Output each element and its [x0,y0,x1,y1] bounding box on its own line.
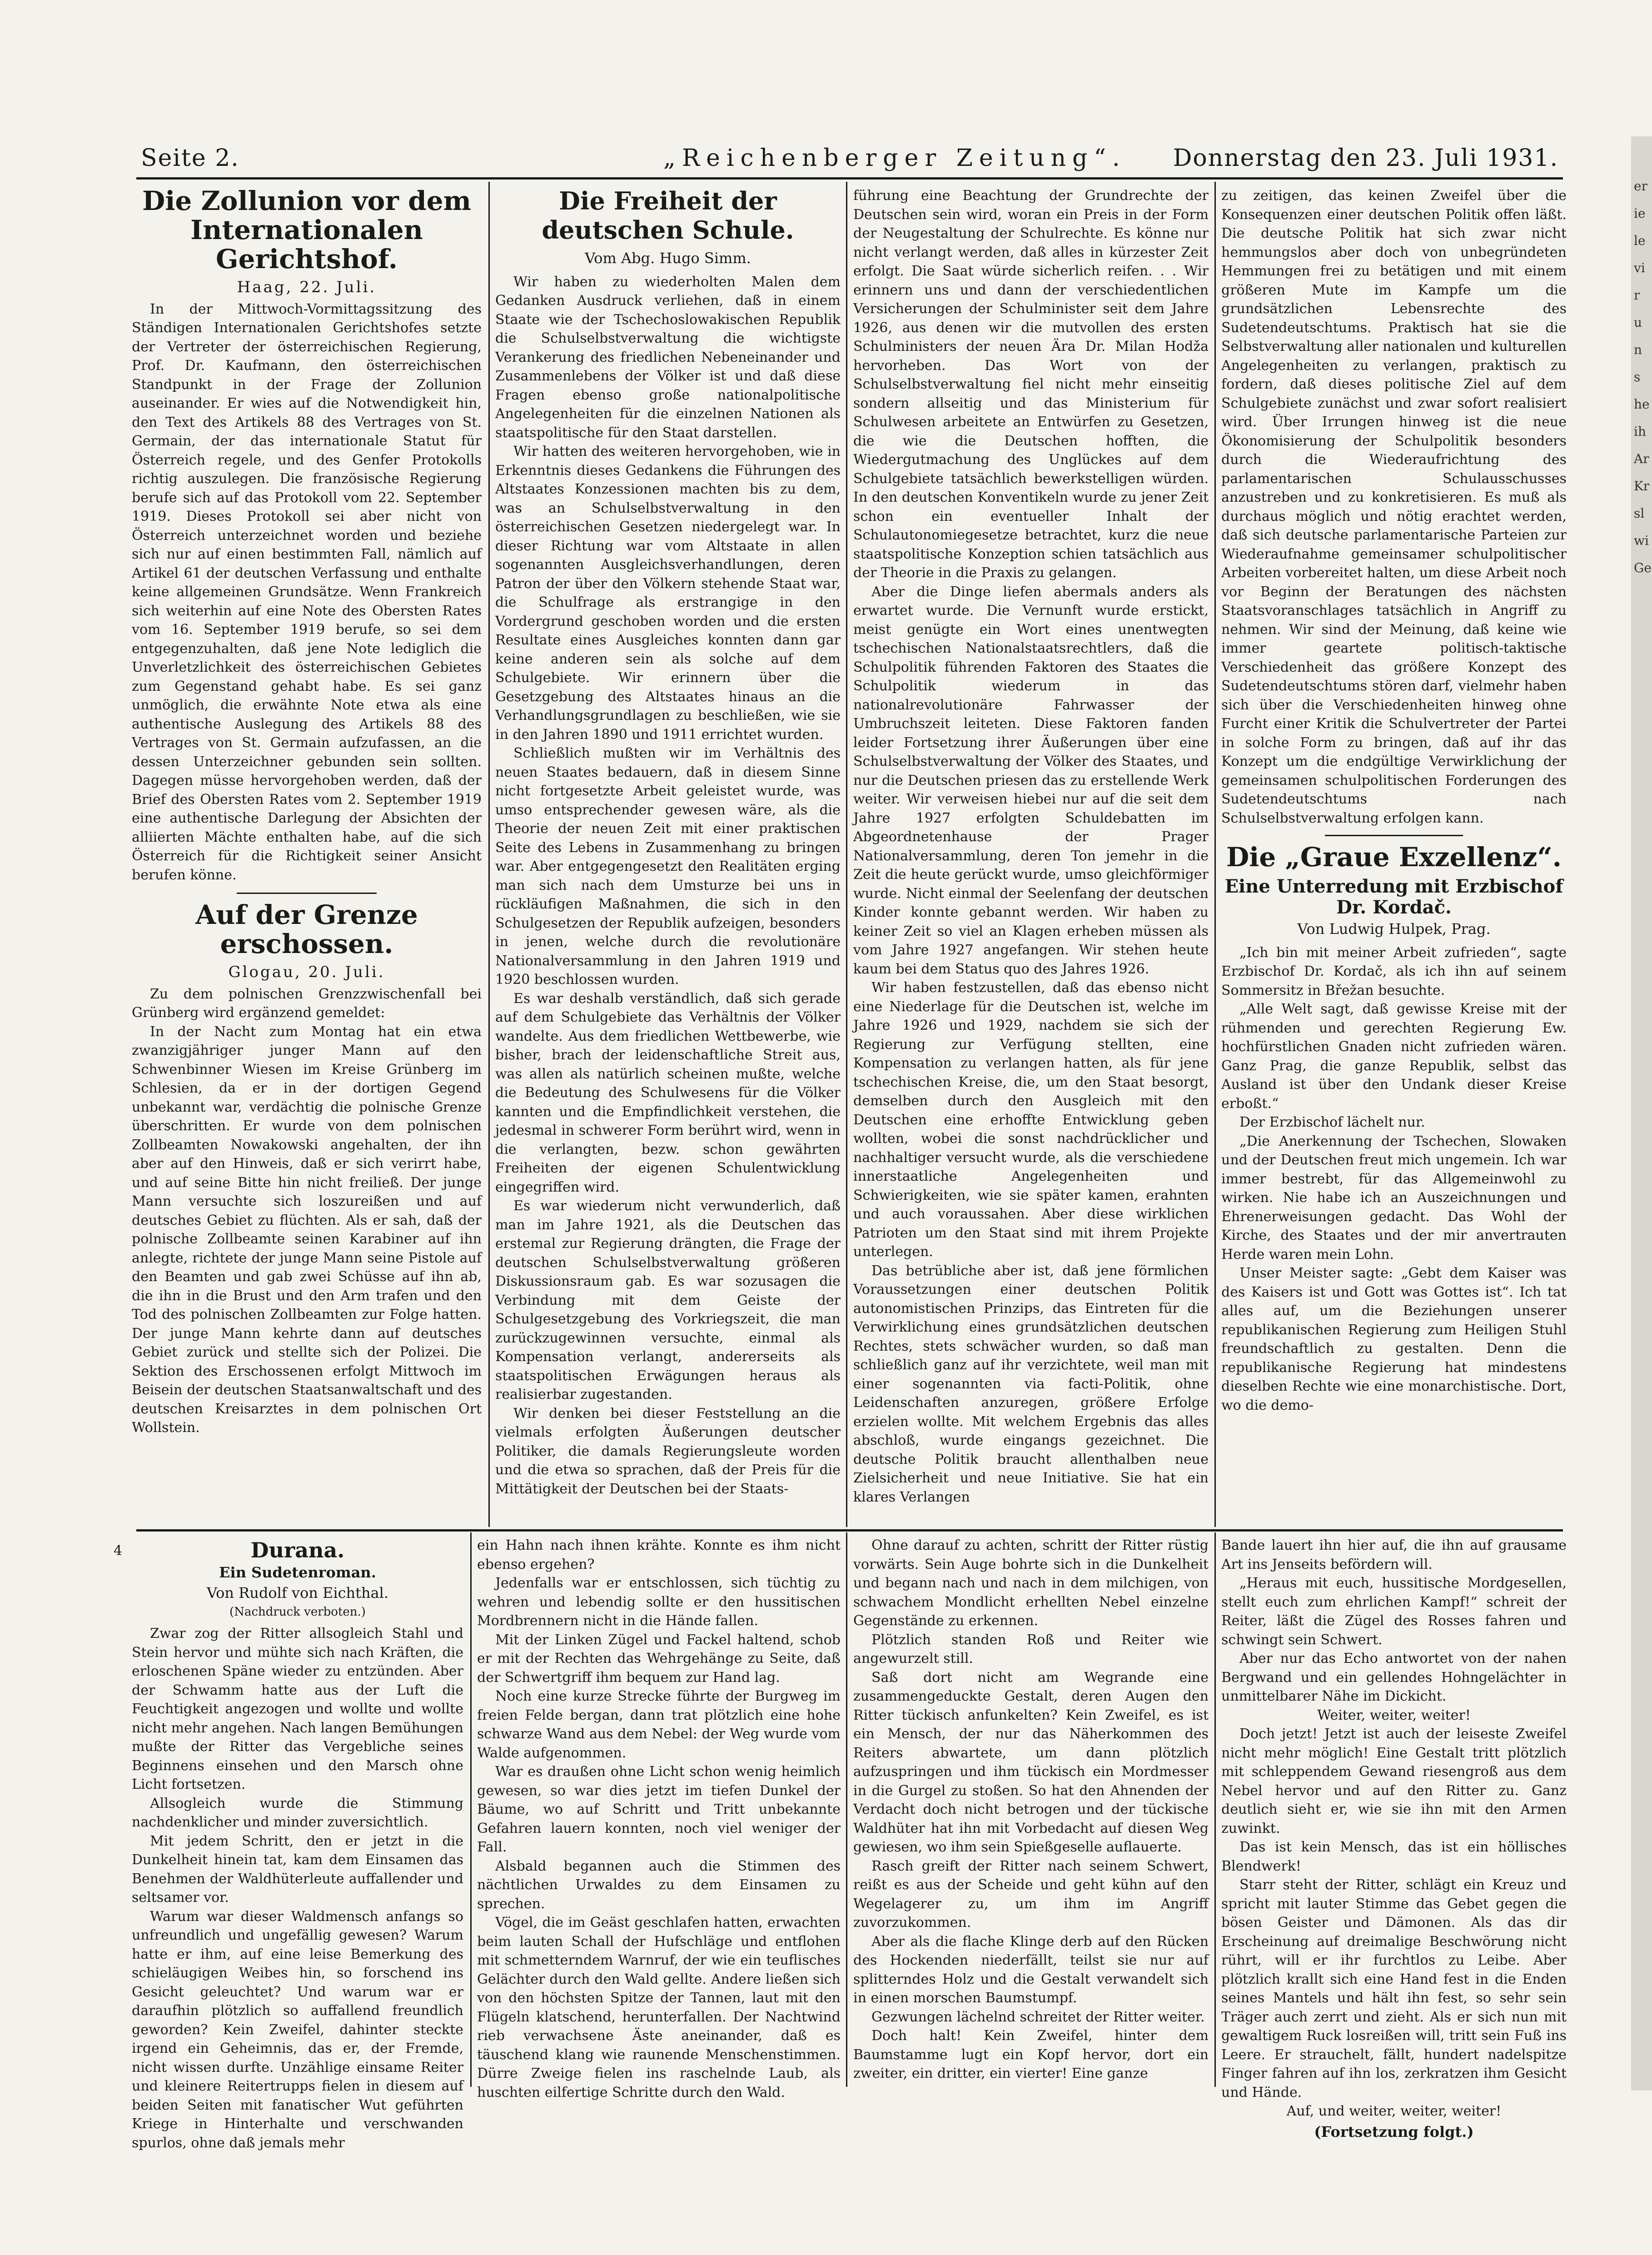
serial-paragraph: Jedenfalls war er entschlossen, sich tüchtig zu wehren und lebendig sollte er den hussitischen Mordbrennern nicht in die Hände fallen. [477,1575,841,1629]
serial-column-3 [853,1536,1209,2088]
article-paragraph: Wir hatten des weiteren hervorgehoben, wie in Erkenntnis dieses Gedankens die Führungen des Altstaates Konzessionen machten bis zu dem, was an Schulselbstverwaltung in den österreichischen Gesetzen niedergelegt war. In dieser Richtung war vom Altstaate in allen sogenannten Ausgleichsverhandlungen, deren Patron der über den Völkern stehende Staat war, die Schulfrage als erstrangige in den Vordergrund geschoben worden und die ersten Resultate eines Ausgleiches konnten dann gar keine anderen sein als solche auf dem Schulgebiete. Wir erinnern über die Gesetzgebung des Altstaates hinaus an die Verhandlungsgrundlagen zu beschließen, wie sie in den Jahren 1890 und 1911 errichtet wurden. [495,444,841,743]
headline-freiheit-schule: Die Freiheit der deutschen Schule. [542,186,794,244]
headline-graue-exzellenz: Die „Graue Exzellenz“. [1226,842,1562,873]
column-divider [488,182,490,1527]
serial-paragraph: Plötzlich standen Roß und Reiter wie angewurzelt still. [853,1631,1209,1666]
serial-paragraph: Weiter, weiter, weiter! [1317,1707,1471,1723]
serial-paragraph: Das ist kein Mensch, das ist ein höllisches Blendwerk! [1221,1839,1567,1874]
serial-column-1 [132,1538,463,2151]
masthead [141,145,1558,176]
column-divider [1214,182,1216,1527]
article-paragraph: Der Erzbischof lächelt nur. [1239,1114,1425,1130]
section-rule [136,1529,1563,1532]
column-4 [1221,186,1567,1527]
serial-title: Durana. [250,1538,345,1562]
column-divider [846,1532,847,2087]
byline-simm: Vom Abg. Hugo Simm. [585,249,751,267]
serial-paragraph: Saß dort nicht am Wegrande eine zusammengeduckte Gestalt, deren Augen den Ritter tückisch anfunkelten? Kein Zweifel, es ist ein Mensch, der nur das Näherkommen des Reiters abwartete, um dann plötzlich aufzuspringen und ihm tückisch ein Mordmesser in die Gurgel zu stoßen. So hat den Ahnenden der Verdacht doch nicht betrogen und der tückische Waldhüter hat ihn mit Vorbedacht auf diesen Weg gewiesen, wo ihm sein Spießgeselle auflauerte. [853,1669,1209,1855]
serial-continued-note: (Fortsetzung folgt.) [1314,2123,1474,2140]
article-paragraph: „Die Anerkennung der Tschechen, Slowaken und der Deutschen freut mich ungemein. Ich war immer bestrebt, für das Allgemeinwohl zu wirken. Nie habe ich an Auszeichnungen und Ehrenerweisungen gedacht. Das Wohl der Kirche, des Staates und der mir anvertrauten Herde waren mein Lohn. [1221,1133,1567,1262]
masthead-rule [136,177,1563,180]
serial-installment-marker: 4 [114,1543,123,1559]
serial-paragraph: Zwar zog der Ritter allsogleich Stahl und Stein hervor und mühte sich nach Kräften, die erloschenen Späne wieder zu entzünden. Aber der Schwamm hatte aus der Luft die Feuchtigkeit angezogen und wollte und wollte nicht mehr angehen. Nach langen Bemühungen mußte der Ritter das Vergebliche seines Beginnens einsehen und den Marsch ohne Licht fortsetzen. [132,1626,463,1792]
column-divider [470,1532,472,2087]
article-paragraph: Schließlich mußten wir im Verhältnis des neuen Staates bedauern, daß in diesem Sinne nicht fortgesetzte Arbeit geleistet wurde, was umso entsprechender gewesen wäre, als die Theorie der neuen Zeit mit einer praktischen Seite des Lebens in Zusammenhang zu bringen war. Aber entgegengesetzt den Realitäten erging man sich nach dem Umsturze bei uns in rückläufigen Maßnahmen, die sich in den Schulgesetzen der Republik aufzeigen, besonders in jenen, welche durch die revolutionäre Nationalversammlung in den Jahren 1919 und 1920 beschlossen wurden. [495,745,841,988]
dateline-haag: Haag, 22. Juli. [237,278,377,296]
article-paragraph: Zu dem polnischen Grenzzwischenfall bei Grünberg wird ergänzend gemeldet: [132,986,482,1021]
newspaper-title: „Reichenberger Zeitung“. [663,145,1126,172]
article-paragraph: Wir haben festzustellen, daß das ebenso nicht eine Niederlage für die Deutschen ist, welche im Jahre 1926 und 1929, nachdem sie sich der Regierung zur Verfügung stellten, eine Kompensation zu verlangen hatten, als für jene tschechischen Kreise, die, um den Staat besorgt, demselben durch den Ausgleich mit den Deutschen eine erhoffte Entwicklung geben wollten, wobei die sonst nachdrücklicher und nachhaltiger versucht wurde, als die verschiedene innerstaatliche Angelegenheiten und Schwierigkeiten, wie sie später kamen, erahnten und auch voraussahen. Aber diese wirklichen Patrioten um den Staat sind mit ihrem Projekte unterlegen. [853,980,1209,1260]
column-divider [846,182,847,1527]
serial-column-2 [477,1536,841,2100]
serial-paragraph: Doch jetzt! Jetzt ist auch der leiseste Zweifel nicht mehr möglich! Eine Gestalt tritt plötzlich mit schleppendem Gewand riesengroß aus dem Nebel hervor und auf den Ritter zu. Ganz deutlich sieht er, wie sie ihn mit den Armen zuwinkt. [1221,1726,1567,1836]
column-divider [1214,1532,1216,2087]
headline-zollunion: Die Zollunion vor dem Internationalen Gerichtshof. [142,185,471,274]
article-paragraph: Wir denken bei dieser Feststellung an die vielmals erfolgten Äußerungen deutscher Politiker, die damals Regierungsleute worden und die etwa so sprachen, daß der Preis für die Mittätigkeit der Deutschen bei der Staats- [495,1405,841,1497]
article-paragraph: Unser Meister sagte: „Gebt dem Kaiser was des Kaisers ist und Gott was Gottes ist“. Ich tat alles auf, um die Beziehungen unserer republikanischen Regierung zum Heiligen Stuhl freundschaftlich zu gestalten. Denn die republikanische Regierung hat mindestens dieselben Rechte wie eine monarchistische. Dort, wo die demo- [1221,1265,1567,1413]
headline-grenze: Auf der Grenze erschossen. [195,899,418,959]
serial-byline: Von Rudolf von Eichthal. [206,1584,389,1601]
serial-paragraph: Starr steht der Ritter, schlägt ein Kreuz und spricht mit lauter Stimme das Gebet gegen die bösen Geister und Dämonen. Als das dir Erscheinung auf dreimalige Beschwörung nicht rührt, will er ihr furchtlos zu Leibe. Aber plötzlich krallt sich eine Hand fest in die Enden seines Mantels und hält ihn fest, so sehr sein Träger auch zerrt und zieht. Als er sich nun mit gewaltigem Ruck losreißen will, tritt sein Fuß ins Leere. Er strauchelt, fällt, hundert nadelspitze Finger fahren auf ihn los, zerkratzen ihm Gesicht und Hände. [1221,1877,1567,2100]
serial-paragraph: Vögel, die im Geäst geschlafen hatten, erwachten beim lauten Schall der Hufschläge und entflohen mit schmetterndem Warnruf, der wie ein teuflisches Gelächter durch den Wald gellte. Andere ließen sich von den höchsten Spitze der Tannen, laut mit den Flügeln klatschend, herunterfallen. Der Nachtwind rieb verwachsene Äste aneinander, daß es täuschend klang wie raunende Menschenstimmen. Dürre Zweige fielen ins raschelnde Laub, als huschten eilfertige Schritte durch den Wald. [477,1915,841,2100]
serial-paragraph: „Heraus mit euch, hussitische Mordgesellen, stellt euch zum ehrlichen Kampf!“ schreit der Reiter, läßt die Zügel des Rosses fahren und schwingt sein Schwert. [1221,1575,1567,1648]
serial-paragraph: Mit jedem Schritt, den er jetzt in die Dunkelheit hinein tat, kam dem Einsamen das Benehmen der Waldhüterleute auffallender und seltsamer vor. [132,1833,463,1906]
serial-paragraph: Alsbald begannen auch die Stimmen des nächtlichen Urwaldes zu dem Einsamen zu sprechen. [477,1858,841,1912]
article-paragraph: Es war wiederum nicht verwunderlich, daß man im Jahre 1921, als die Deutschen das erstemal zur Regierung drängten, die Frage der deutschen Schulselbstverwaltung größeren Diskussionsraum gab. Es war sozusagen die Verbindung mit dem Geiste der Schulgesetzgebung des Vorkriegszeit, die man zurückzugewinnen versuchte, einmal als Kompensation verlangt, andererseits als staatspolitischen Erwägungen heraus als realisierbar zugestanden. [495,1198,841,1402]
subheadline-kordac: Eine Unterredung mit Erzbischof Dr. Kordač. [1224,876,1563,918]
serial-subtitle: Ein Sudetenroman. [219,1564,376,1581]
article-separator [237,893,377,894]
serial-copyright-note: (Nachdruck verboten.) [229,1605,366,1619]
article-paragraph: „Ich bin mit meiner Arbeit zufrieden“, sagte Erzbischof Dr. Kordač, als ich ihn auf seinem Sommersitz in Břežan besuchte. [1221,944,1567,998]
byline-hulpek: Von Ludwig Hulpek, Prag. [1297,920,1491,938]
column-3 [853,186,1209,1527]
page-number: Seite 2. [141,145,239,172]
article-paragraph: Wir haben zu wiederholten Malen dem Gedanken Ausdruck verliehen, daß in einem Staate wie der Tschechoslowakischen Republik die Schulselbstverwaltung die wichtigste Verankerung des friedlichen Nebeneinander und Zusammenlebens der Völker ist und daß diese Fragen ebenso große nationalpolitische Angelegenheiten für die einzelnen Nationen als staatspolitische für den Staat darstellen. [495,274,841,441]
article-paragraph: In der Mittwoch-Vormittagssitzung des Ständigen Internationalen Gerichtshofes setzte der Vertreter der österreichischen Regierung, Prof. Dr. Kaufmann, den österreichischen Standpunkt in der Frage der Zollunion auseinander. Er wies auf die Notwendigkeit hin, den Text des Artikels 88 des Vertrages von St. Germain, der das internationale Statut für Österreich regele, und des Genfer Protokolls richtig auszulegen. Die französische Regierung berufe sich auf das Protokoll vom 22. September 1919. Dieses Protokoll sei aber nicht von Österreich unterzeichnet worden und beziehe sich nur auf einen bestimmten Fall, nämlich auf Artikel 61 der deutschen Verfassung und enthalte keine allgemeinen Grundsätze. Wenn Frankreich sich weiterhin auf eine Note des Obersten Rates vom 16. September 1919 berufe, so sei dem entgegenzuhalten, daß jene Note lediglich die Unverletzlichkeit des österreichischen Gebietes zum Gegenstand gehabt habe. Es sei ganz unmöglich, die erwähnte Note etwa als eine authentische Auslegung des Artikels 88 des Vertrages von St. Germain aufzufassen, an die dessen Unterzeichner gebunden sein sollten. Dagegen müsse hervorgehoben werden, daß der Brief des Obersten Rates vom 2. September 1919 eine authentische Darlegung der Absichten der alliierten Mächte enthalten habe, auf die sich Österreich für die Richtigkeit seiner Ansicht berufen könne. [132,301,482,883]
article-paragraph: Aber die Dinge liefen abermals anders als erwartet wurde. Die Vernunft wurde erstickt, meist genügte ein Wort eines unentwegten tschechischen Nationalstaatsrechtlers, daß die Schulpolitik führenden Faktoren des Staates die Schulpolitik wiederum in das nationalrevolutionäre Fahrwasser der Umbruchszeit leiteten. Diese Faktoren fanden leider Fortsetzung ihrer Äußerungen über eine Schulselbstverwaltung der Völker des Staates, und nur die Deutschen priesen das zu erstellende Werk weiter. Wir verweisen hiebei nur auf die seit dem Jahre 1927 erfolgten Schuldebatten im Abgeordnetenhause der Prager Nationalversammlung, deren Ton jemehr in die Zeit die heute gerückt wurde, umso gleichförmiger wurde. Nicht einmal der Seelenfang der deutschen Kinder konnte gebannt werden. Wir haben zu keiner Zeit so viel an Klagen erheben müssen als vom Jahre 1927 angefangen. Wir stehen heute kaum bei dem Status quo des Jahres 1926. [853,584,1209,977]
column-2 [495,186,841,1527]
article-paragraph: führung eine Beachtung der Grundrechte der Deutschen sein wird, woran ein Preis in der Form der Neugestaltung der Schulrechte. Es könne nur nicht verlangt werden, daß alles in kürzester Zeit erfolgt. Die Saat würde sicherlich reifen. . . Wir erinnern uns und dann der verschiedentlichen Versicherungen der Schulminister seit dem Jahre 1926, aus denen wir die mutvollen des ersten Schulministers der neuen Ära Dr. Milan Hodža hervorheben. Das Wort von der Schulselbstverwaltung fiel nicht mehr einseitig sondern allseitig und das Ministerium für Schulwesen arbeitete an Entwürfen zu Gesetzen, die wie die Deutschen hofften, die Wiedergutmachung des Unglückes auf dem Schulgebiete tatsächlich bewerkstelligen würden. In den deutschen Konventikeln wurde zu jener Zeit schon ein eventueller Inhalt der Schulautonomiegesetze betrachtet, kurz die neue staatspolitische Konzeption schien tatsächlich aus der Theorie in die Praxis zu gelangen. [853,188,1209,581]
serial-paragraph: Warum war dieser Waldmensch anfangs so unfreundlich und ungefällig gewesen? Warum hatte er ihm, auf eine leise Bemerkung des schieläugigen Weibes hin, so forschend ins Gesicht geleuchtet? Und warum war er daraufhin plötzlich so auffallend freundlich geworden? Kein Zweifel, dahinter steckte irgend ein Geheimnis, das er, der Fremde, nicht wissen durfte. Unzählige einsame Reiter und kleinere Reitertrupps fielen in diesem auf beiden Seiten mit fanatischer Wut geführten Kriege in Hinterhalte und verschwanden spurlos, ohne daß jemals mehr [132,1908,463,2151]
serial-paragraph: Bande lauert ihn hier auf, die ihn auf grausame Art ins Jenseits befördern will. [1221,1537,1567,1572]
article-paragraph: Es war deshalb verständlich, daß sich gerade auf dem Schulgebiete das Verhältnis der Völker wandelte. Aus dem friedlichen Wettbewerbe, wie bisher, brach der leidenschaftliche Streit aus, was allen als natürlich scheinen mußte, welche die Bedeutung des Schulwesens für die Völker kannten und die Empfindlichkeit verstehen, die jedesmal in schwerer Form berührt wird, wenn in die verlangten, bezw. schon gewährten Freiheiten der eigenen Schulentwicklung eingegriffen wird. [495,990,841,1195]
article-paragraph: zu zeitigen, das keinen Zweifel über die Konsequenzen einer deutschen Politik offen läßt. Die deutsche Politik hat sich zwar nicht hemmungslos aber doch von unbegründeten Hemmungen frei zu betätigen und mit einem größeren Mute im Kampfe um die grundsätzlichen Lebensrechte des Sudetendeutschtums. Praktisch hat sie die Selbstverwaltung aller nationalen und kulturellen Angelegenheiten zu verlangen, praktisch zu fordern, daß dieses politische Ziel auf dem Schulgebiete zunächst und zwar sofort realisiert wird. Über Irrungen hinweg ist die neue Ökonomisierung der Schulpolitik besonders durch die Wiederaufrichtung des parlamentarischen Schulausschusses anzustreben und zu konkretisieren. Es muß als durchaus möglich und nötig erachtet werden, daß sich deutsche parlamentarische Parteien zur Wiederaufnahme gemeinsamer schulpolitischer Arbeiten vorbereitet halten, um diese Arbeit noch vor Beginn der Beratungen des nächsten Staatsvoranschlages tatsächlich in Angriff zu nehmen. Wir sind der Meinung, daß keine wie immer geartete politisch-taktische Verschiedenheit das größere Konzept des Sudetendeutschtums stören darf, vielmehr haben sich über die Verschiedenheiten hinweg ohne Furcht einer Kritik die Schulvertreter der Partei in solche Form zu bringen, daß auf ihr das Konzept um die endgültige Verwirklichung der gemeinsamen schulpolitischen Forderungen des Sudetendeutschtums nach Schulselbstverwaltung erfolgen kann. [1221,188,1567,826]
serial-paragraph: Doch halt! Kein Zweifel, hinter dem Baumstamme lugt ein Kopf hervor, dort ein zweiter, ein dritter, ein vierter! Eine ganze [853,2028,1209,2081]
serial-paragraph: ein Hahn nach ihnen krähte. Konnte es ihm nicht ebenso ergehen? [477,1537,841,1572]
serial-paragraph: War es draußen ohne Licht schon wenig heimlich gewesen, so war dies jetzt im tiefen Dunkel der Bäume, wo auf Schritt und Tritt unbekannte Gefahren lauern konnten, noch viel weniger der Fall. [477,1764,841,1855]
article-paragraph: In der Nacht zum Montag hat ein etwa zwanzigjähriger junger Mann auf den Schwenbinner Wiesen im Kreise Grünberg im Schlesien, da er in der dortigen Gegend unbekannt war, verdächtig die polnische Grenze überschritten. Er wurde von dem polnischen Zollbeamten Nowakowski angehalten, der ihn aber auf den Hinweis, daß er sich verirrt habe, und auf seine Bitte hin nicht freiließ. Der junge Mann versuchte sich loszureißen und auf deutsches Gebiet zu flüchten. Als er sah, daß der polnische Zollbeamte seinen Karabiner auf ihn anlegte, richtete der junge Mann seine Pistole auf den Beamten und gab zwei Schüsse auf ihn ab, die ihn in die Brust und den Arm trafen und den Tod des polnischen Zollbeamten zur Folge hatten. Der junge Mann kehrte dann auf deutsches Gebiet zurück und stellte sich der Polizei. Die Sektion des Erschossenen erfolgt Mittwoch im Beisein der deutschen Staatsanwaltschaft und des deutschen Kreisarztes in dem polnischen Ort Wollstein. [132,1023,482,1436]
dateline-glogau: Glogau, 20. Juli. [228,963,385,981]
serial-paragraph: Mit der Linken Zügel und Fackel haltend, schob er mit der Rechten das Wehrgehänge zu Seite, daß der Schwertgriff ihm bequem zur Hand lag. [477,1631,841,1686]
serial-paragraph: Allsogleich wurde die Stimmung nachdenklicher und minder zuversichtlich. [132,1795,463,1830]
article-paragraph: Das betrübliche aber ist, daß jene förmlichen Voraussetzungen einer deutschen Politik autonomistischen Prinzips, das Eintreten für die Verwirklichung eines grundsätzlichen deutschen Rechtes, stets schwächer wurden, so daß man schließlich ganz auf ihr verzichtete, weil man mit einer sogenannten via facti-Politik, ohne Leidenschaften anzuregen, größere Erfolge erzielen wollte. Mit welchem Ergebnis das alles abschloß, wurde eingangs gezeichnet. Die deutsche Politik braucht allenthalben neue Zielsicherheit und neue Initiative. Sie hat ein klares Verlangen [853,1262,1209,1505]
serial-paragraph: Gezwungen lächelnd schreitet der Ritter weiter. [871,2009,1205,2025]
serial-paragraph: Rasch greift der Ritter nach seinem Schwert, reißt es aus der Scheide und geht kühn auf den Wegelagerer zu, um ihm im Angriff zuvorzukommen. [853,1858,1209,1931]
column-1 [132,186,482,1527]
serial-paragraph: Aber als die flache Klinge derb auf den Rücken des Hockenden niederfällt, teilst sie nur auf splitterndes Holz und die Gestalt verwandelt sich in einen morschen Baumstumpf. [853,1933,1209,2006]
article-paragraph: „Alle Welt sagt, daß gewisse Kreise mit der rühmenden und gerechten Regierung Ew. hochfürstlichen Gnaden nicht zufrieden wären. Ganz Prag, die ganze Republik, selbst das Ausland ist über den Undank dieser Kreise erboßt.“ [1221,1001,1567,1112]
adjacent-page-fragments: er ie le vi r u n s he ih Ar Kr sl wi Ge [1634,179,1652,575]
article-separator [1325,835,1463,836]
issue-date: Donnerstag den 23. Juli 1931. [1173,145,1558,172]
serial-paragraph: Noch eine kurze Strecke führte der Burgweg im freien Felde bergan, dann trat plötzlich eine hohe schwarze Wand aus dem Nebel: der Weg wurde vom Walde aufgenommen. [477,1688,841,1761]
serial-paragraph: Aber nur das Echo antwortet von der nahen Bergwand und ein gellendes Hohngelächter in unmittelbarer Nähe im Dickicht. [1221,1651,1567,1704]
serial-paragraph: Auf, und weiter, weiter, weiter! [1286,2103,1502,2119]
serial-column-4 [1221,1536,1567,2140]
serial-paragraph: Ohne darauf zu achten, schritt der Ritter rüstig vorwärts. Sein Auge bohrte sich in die Dunkelheit und begann nach und nach in dem milchigen, von schwachem Mondlicht erhellten Nebel einzelne Gegenstände zu erkennen. [853,1537,1209,1629]
